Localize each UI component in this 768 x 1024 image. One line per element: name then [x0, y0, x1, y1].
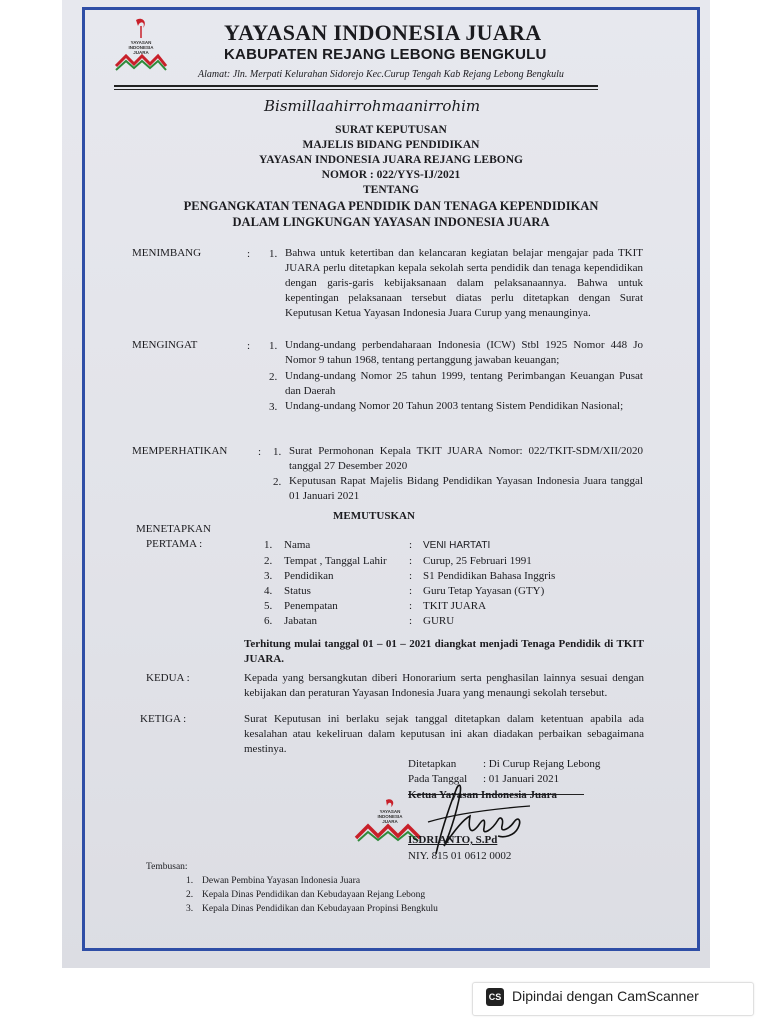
org-region: KABUPATEN REJANG LEBONG BENGKULU	[224, 46, 547, 63]
tembusan-num: 1.	[186, 876, 194, 886]
ditetapkan-label: Ditetapkan	[408, 758, 457, 770]
memperhatikan-item-1: Surat Permohonan Kepala TKIT JUARA Nomor: 022/TKIT-SDM/XII/2020 tanggal 27 Desember 2020	[289, 445, 643, 472]
memperhatikan-item-2: Keputusan Rapat Majelis Bidang Pendidikan Yayasan Indonesia Juara tanggal 01 Januari 2021	[289, 475, 643, 502]
svg-text:YAYASAN: YAYASAN	[379, 809, 401, 814]
header-divider-thin	[114, 89, 598, 90]
row-num: 2.	[264, 555, 273, 567]
menimbang-text: Bahwa untuk ketertiban dan kelancaran kegiatan belajar mengajar pada TKIT JUARA perlu ditetapkan kepala sekolah serta pendidik dan tenaga kependidikan dengan garis-garis kebijaksanaan dalam pelaksanaannya. Bahwa untuk kepentingan pelaksanaan tersebut diatas perlu ditetapkan dengan Surat Keputusan Ketua Yayasan Indonesia Juara Curup yang menaunginya.	[285, 247, 643, 319]
tembusan-num: 3.	[186, 904, 194, 914]
tembusan-item: Dewan Pembina Yayasan Indonesia Juara	[202, 876, 361, 886]
mengingat-item-2: Undang-undang Nomor 25 tahun 1999, tentang Perimbangan Keuangan Pusat dan Daerah	[285, 370, 643, 397]
row-key: Tempat , Tanggal Lahir	[284, 555, 387, 567]
tanggal-label: Pada Tanggal	[408, 773, 468, 785]
row-key: Jabatan	[284, 615, 317, 627]
row-value-nama: VENI HARTATI	[423, 540, 491, 551]
row-value-jabatan: GURU	[423, 615, 455, 627]
bismillah: Bismillaahirrohmaanirrohim	[264, 97, 481, 115]
row-num: 1.	[264, 539, 273, 551]
row-num: 4.	[264, 585, 273, 597]
memperhatikan-colon: :	[258, 446, 262, 458]
row-key: Penempatan	[284, 600, 338, 612]
row-value-ttl: Curup, 25 Februari 1991	[423, 555, 532, 567]
row-num: 6.	[264, 615, 273, 627]
tembusan-num: 2.	[186, 890, 194, 900]
memperhatikan-label: MEMPERHATIKAN	[132, 445, 228, 457]
doc-type: SURAT KEPUTUSAN	[335, 124, 447, 136]
header-divider	[114, 85, 598, 87]
foundation-logo-icon	[112, 14, 170, 72]
menetapkan-label: MENETAPKAN	[136, 523, 211, 535]
mengingat-num-2: 2.	[269, 371, 278, 383]
row-num: 3.	[264, 570, 273, 582]
svg-text:INDONESIA: INDONESIA	[377, 814, 403, 819]
kedua-text: Kepada yang bersangkutan diberi Honorarium serta penghasilan lainnya sesuai dengan kebijakan dan peraturan Yayasan Indonesia Juara yang menaungi sekolah tersebut.	[244, 672, 644, 699]
svg-text:INDONESIA: INDONESIA	[128, 45, 154, 50]
ketiga-label: KETIGA :	[140, 713, 187, 725]
row-key: Status	[284, 585, 311, 597]
row-colon: :	[409, 600, 413, 612]
handwritten-signature	[418, 776, 538, 860]
org-name: YAYASAN INDONESIA JUARA	[224, 20, 542, 45]
memutuskan-heading: MEMUTUSKAN	[333, 510, 415, 522]
row-colon: :	[409, 615, 413, 627]
svg-text:JUARA: JUARA	[133, 50, 149, 55]
svg-text:YAYASAN: YAYASAN	[130, 40, 152, 45]
mengingat-num-1: 1.	[269, 340, 278, 352]
mengingat-item-1: Undang-undang perbendaharaan Indonesia (ICW) Stbl 1925 Nomor 448 Jo Nomor 9 tahun 1968, tentang pertanggung jawaban keuangan;	[285, 339, 643, 366]
memperhatikan-num-2: 2.	[273, 476, 282, 488]
camscanner-text: Dipindai dengan CamScanner	[512, 988, 699, 1004]
appointment-note: Terhitung mulai tanggal 01 – 01 – 2021 diangkat menjadi Tenaga Pendidik di TKIT JUARA.	[244, 638, 644, 665]
mengingat-num-3: 3.	[269, 401, 278, 413]
tembusan-label: Tembusan:	[146, 862, 188, 872]
row-colon: :	[409, 539, 413, 551]
subject-line-2: DALAM LINGKUNGAN YAYASAN INDONESIA JUARA	[232, 215, 550, 229]
row-num: 5.	[264, 600, 273, 612]
menimbang-label: MENIMBANG	[132, 247, 202, 259]
row-value-penempatan: TKIT JUARA	[423, 600, 487, 612]
row-colon: :	[409, 555, 413, 567]
tentang-label: TENTANG	[362, 184, 420, 196]
mengingat-item-3: Undang-undang Nomor 20 Tahun 2003 tentang Sistem Pendidikan Nasional;	[285, 400, 624, 412]
row-colon: :	[409, 585, 413, 597]
org-address: Alamat: Jln. Merpati Kelurahan Sidorejo Kec.Curup Tengah Kab Rejang Lebong Bengkulu	[198, 69, 564, 80]
row-key: Nama	[284, 539, 311, 551]
signatory-name: ISDRIANTO, S.Pd	[408, 834, 498, 846]
pertama-label: PERTAMA :	[146, 538, 203, 550]
decree-number: NOMOR : 022/YYS-IJ/2021	[321, 169, 461, 181]
kedua-label: KEDUA :	[146, 672, 190, 684]
menimbang-num: 1.	[269, 248, 278, 260]
signatory-title: Ketua Yayasan Indonesia Juara	[408, 789, 558, 801]
camscanner-icon: CS	[486, 988, 504, 1006]
signatory-niy: NIY. 815 01 0612 0002	[408, 850, 512, 862]
row-value-status: Guru Tetap Yayasan (GTY)	[423, 585, 545, 597]
menimbang-colon: :	[247, 248, 251, 260]
row-value-pendidikan: S1 Pendidikan Bahasa Inggris	[423, 570, 556, 582]
row-colon: :	[409, 570, 413, 582]
tembusan-item: Kepala Dinas Pendidikan dan Kebudayaan Rejang Lebong	[202, 890, 426, 900]
row-key: Pendidikan	[284, 570, 334, 582]
mengingat-colon: :	[247, 340, 251, 352]
ditetapkan-value: : Di Curup Rejang Lebong	[483, 758, 601, 770]
tembusan-item: Kepala Dinas Pendidikan dan Kebudayaan Propinsi Bengkulu	[202, 904, 438, 914]
memperhatikan-num-1: 1.	[273, 446, 282, 458]
svg-text:JUARA: JUARA	[382, 819, 398, 824]
ketiga-text: Surat Keputusan ini berlaku sejak tanggal ditetapkan dalam ketentuan apabila ada kesalahan atau kekeliruan dalam keputusan ini akan diadakan perbaikan sebagaimana mestinya.	[244, 713, 644, 755]
tanggal-value: : 01 Januari 2021	[483, 773, 560, 785]
issuer-org: YAYASAN INDONESIA JUARA REJANG LEBONG	[259, 154, 523, 166]
issuer-line: MAJELIS BIDANG PENDIDIKAN	[302, 139, 480, 151]
mengingat-label: MENGINGAT	[132, 339, 198, 351]
subject-line-1: PENGANGKATAN TENAGA PENDIDIK DAN TENAGA KEPENDIDIKAN	[183, 199, 599, 213]
